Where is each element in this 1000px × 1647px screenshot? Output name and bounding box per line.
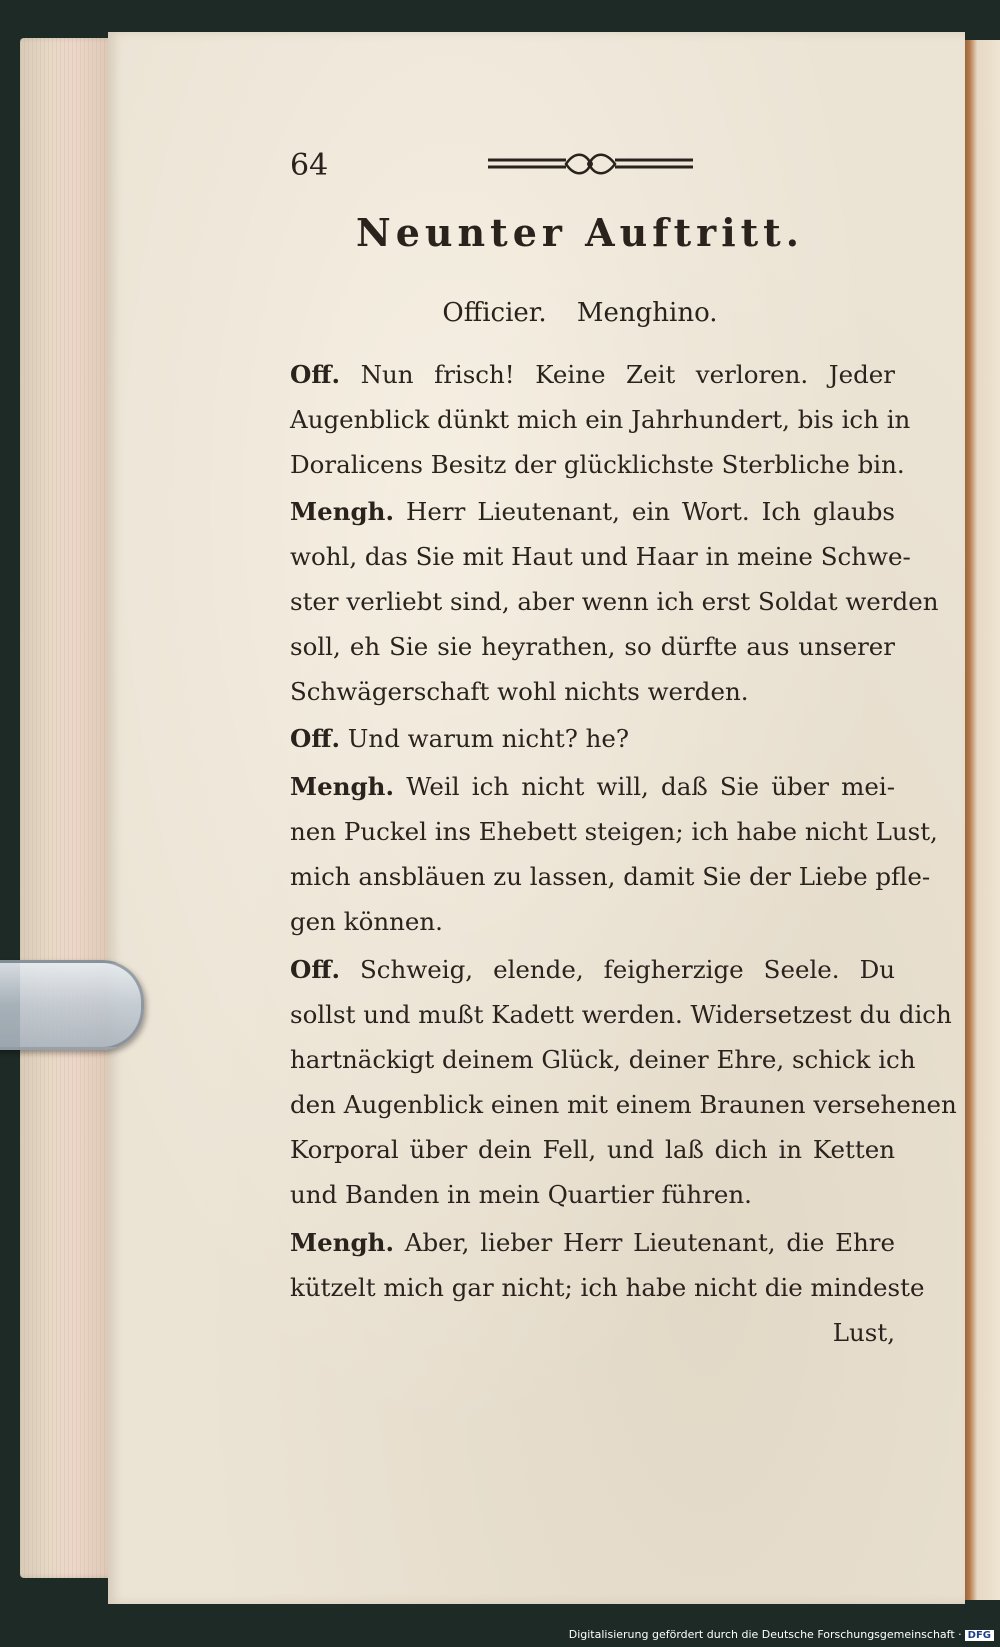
text-line xyxy=(290,1228,895,1257)
text-line xyxy=(290,907,895,936)
line-text: hartnäckigt deinem Glück, deiner Ehre, schick ich xyxy=(290,1045,916,1074)
digitization-credit xyxy=(569,1628,994,1641)
line-text: gen können. xyxy=(290,907,443,936)
speaker-name: Mengh. xyxy=(290,497,394,526)
line-text: nen Puckel ins Ehebett steigen; ich habe nicht Lust, xyxy=(290,817,938,846)
text-line xyxy=(290,817,938,846)
ornament-icon xyxy=(488,148,693,180)
text-line xyxy=(290,724,895,753)
line-text: ster verliebt sind, aber wenn ich erst Soldat werden xyxy=(290,587,939,616)
text-line xyxy=(290,772,895,801)
line-text: Herr Lieutenant, ein Wort. Ich glaubs xyxy=(406,497,895,526)
page-number: 64 xyxy=(290,148,329,183)
line-text: Korporal über dein Fell, und laß dich in Ketten xyxy=(290,1135,895,1164)
text-line xyxy=(290,862,931,891)
character-list: Officier. Menghino. xyxy=(442,298,718,328)
text-line xyxy=(290,360,895,389)
line-text: wohl, das Sie mit Haut und Haar in meine Schwe- xyxy=(290,542,911,571)
line-text: soll, eh Sie sie heyrathen, so dürfte aus unserer xyxy=(290,632,895,661)
line-text: Schweig, elende, feigherzige Seele. Du xyxy=(360,955,895,984)
line-text: Weil ich nicht will, daß Sie über mei- xyxy=(406,772,895,801)
line-text: Lust, xyxy=(832,1318,895,1347)
text-line xyxy=(290,1135,895,1164)
line-text: Nun frisch! Keine Zeit verloren. Jeder xyxy=(360,360,896,389)
line-text: Doralicens Besitz der glücklichste Sterbliche bin. xyxy=(290,450,905,479)
text-line xyxy=(290,955,895,984)
text-line xyxy=(290,450,905,479)
line-text: Augenblick dünkt mich ein Jahrhundert, bis ich in xyxy=(290,405,911,434)
text-line xyxy=(290,632,895,661)
scene-title: Neunter Auftritt. xyxy=(356,210,804,255)
line-text: Und warum nicht? he? xyxy=(347,724,630,753)
speaker-name: Mengh. xyxy=(290,772,394,801)
line-text: kützelt mich gar nicht; ich habe nicht die mindeste xyxy=(290,1273,925,1302)
line-text: den Augenblick einen mit einem Braunen versehenen xyxy=(290,1090,957,1119)
text-line xyxy=(290,1000,952,1029)
text-line xyxy=(290,1273,925,1302)
text-line xyxy=(290,1045,916,1074)
text-line xyxy=(290,1180,895,1209)
dfg-logo: DFG xyxy=(965,1630,994,1641)
text-line xyxy=(290,587,939,616)
text-line xyxy=(290,542,911,571)
credit-text: Digitalisierung gefördert durch die Deutsche Forschungsgemeinschaft · xyxy=(568,1628,962,1641)
text-line xyxy=(290,677,895,706)
line-text: sollst und mußt Kadett werden. Widersetzest du dich xyxy=(290,1000,952,1029)
line-text: Aber, lieber Herr Lieutenant, die Ehre xyxy=(404,1228,895,1257)
speaker-name: Off. xyxy=(290,360,340,389)
line-text: und Banden in mein Quartier führen. xyxy=(290,1180,752,1209)
text-line xyxy=(290,1090,957,1119)
page-edges xyxy=(20,38,120,1578)
next-page-edge xyxy=(962,40,1000,1600)
line-text: mich ansbläuen zu lassen, damit Sie der Liebe pfle- xyxy=(290,862,931,891)
speaker-name: Off. xyxy=(290,955,340,984)
text-line xyxy=(290,497,895,526)
text-line xyxy=(290,405,911,434)
catchword xyxy=(290,1318,895,1347)
line-text: Schwägerschaft wohl nichts werden. xyxy=(290,677,749,706)
speaker-name: Off. xyxy=(290,724,340,753)
page-clip xyxy=(0,960,144,1050)
speaker-name: Mengh. xyxy=(290,1228,394,1257)
